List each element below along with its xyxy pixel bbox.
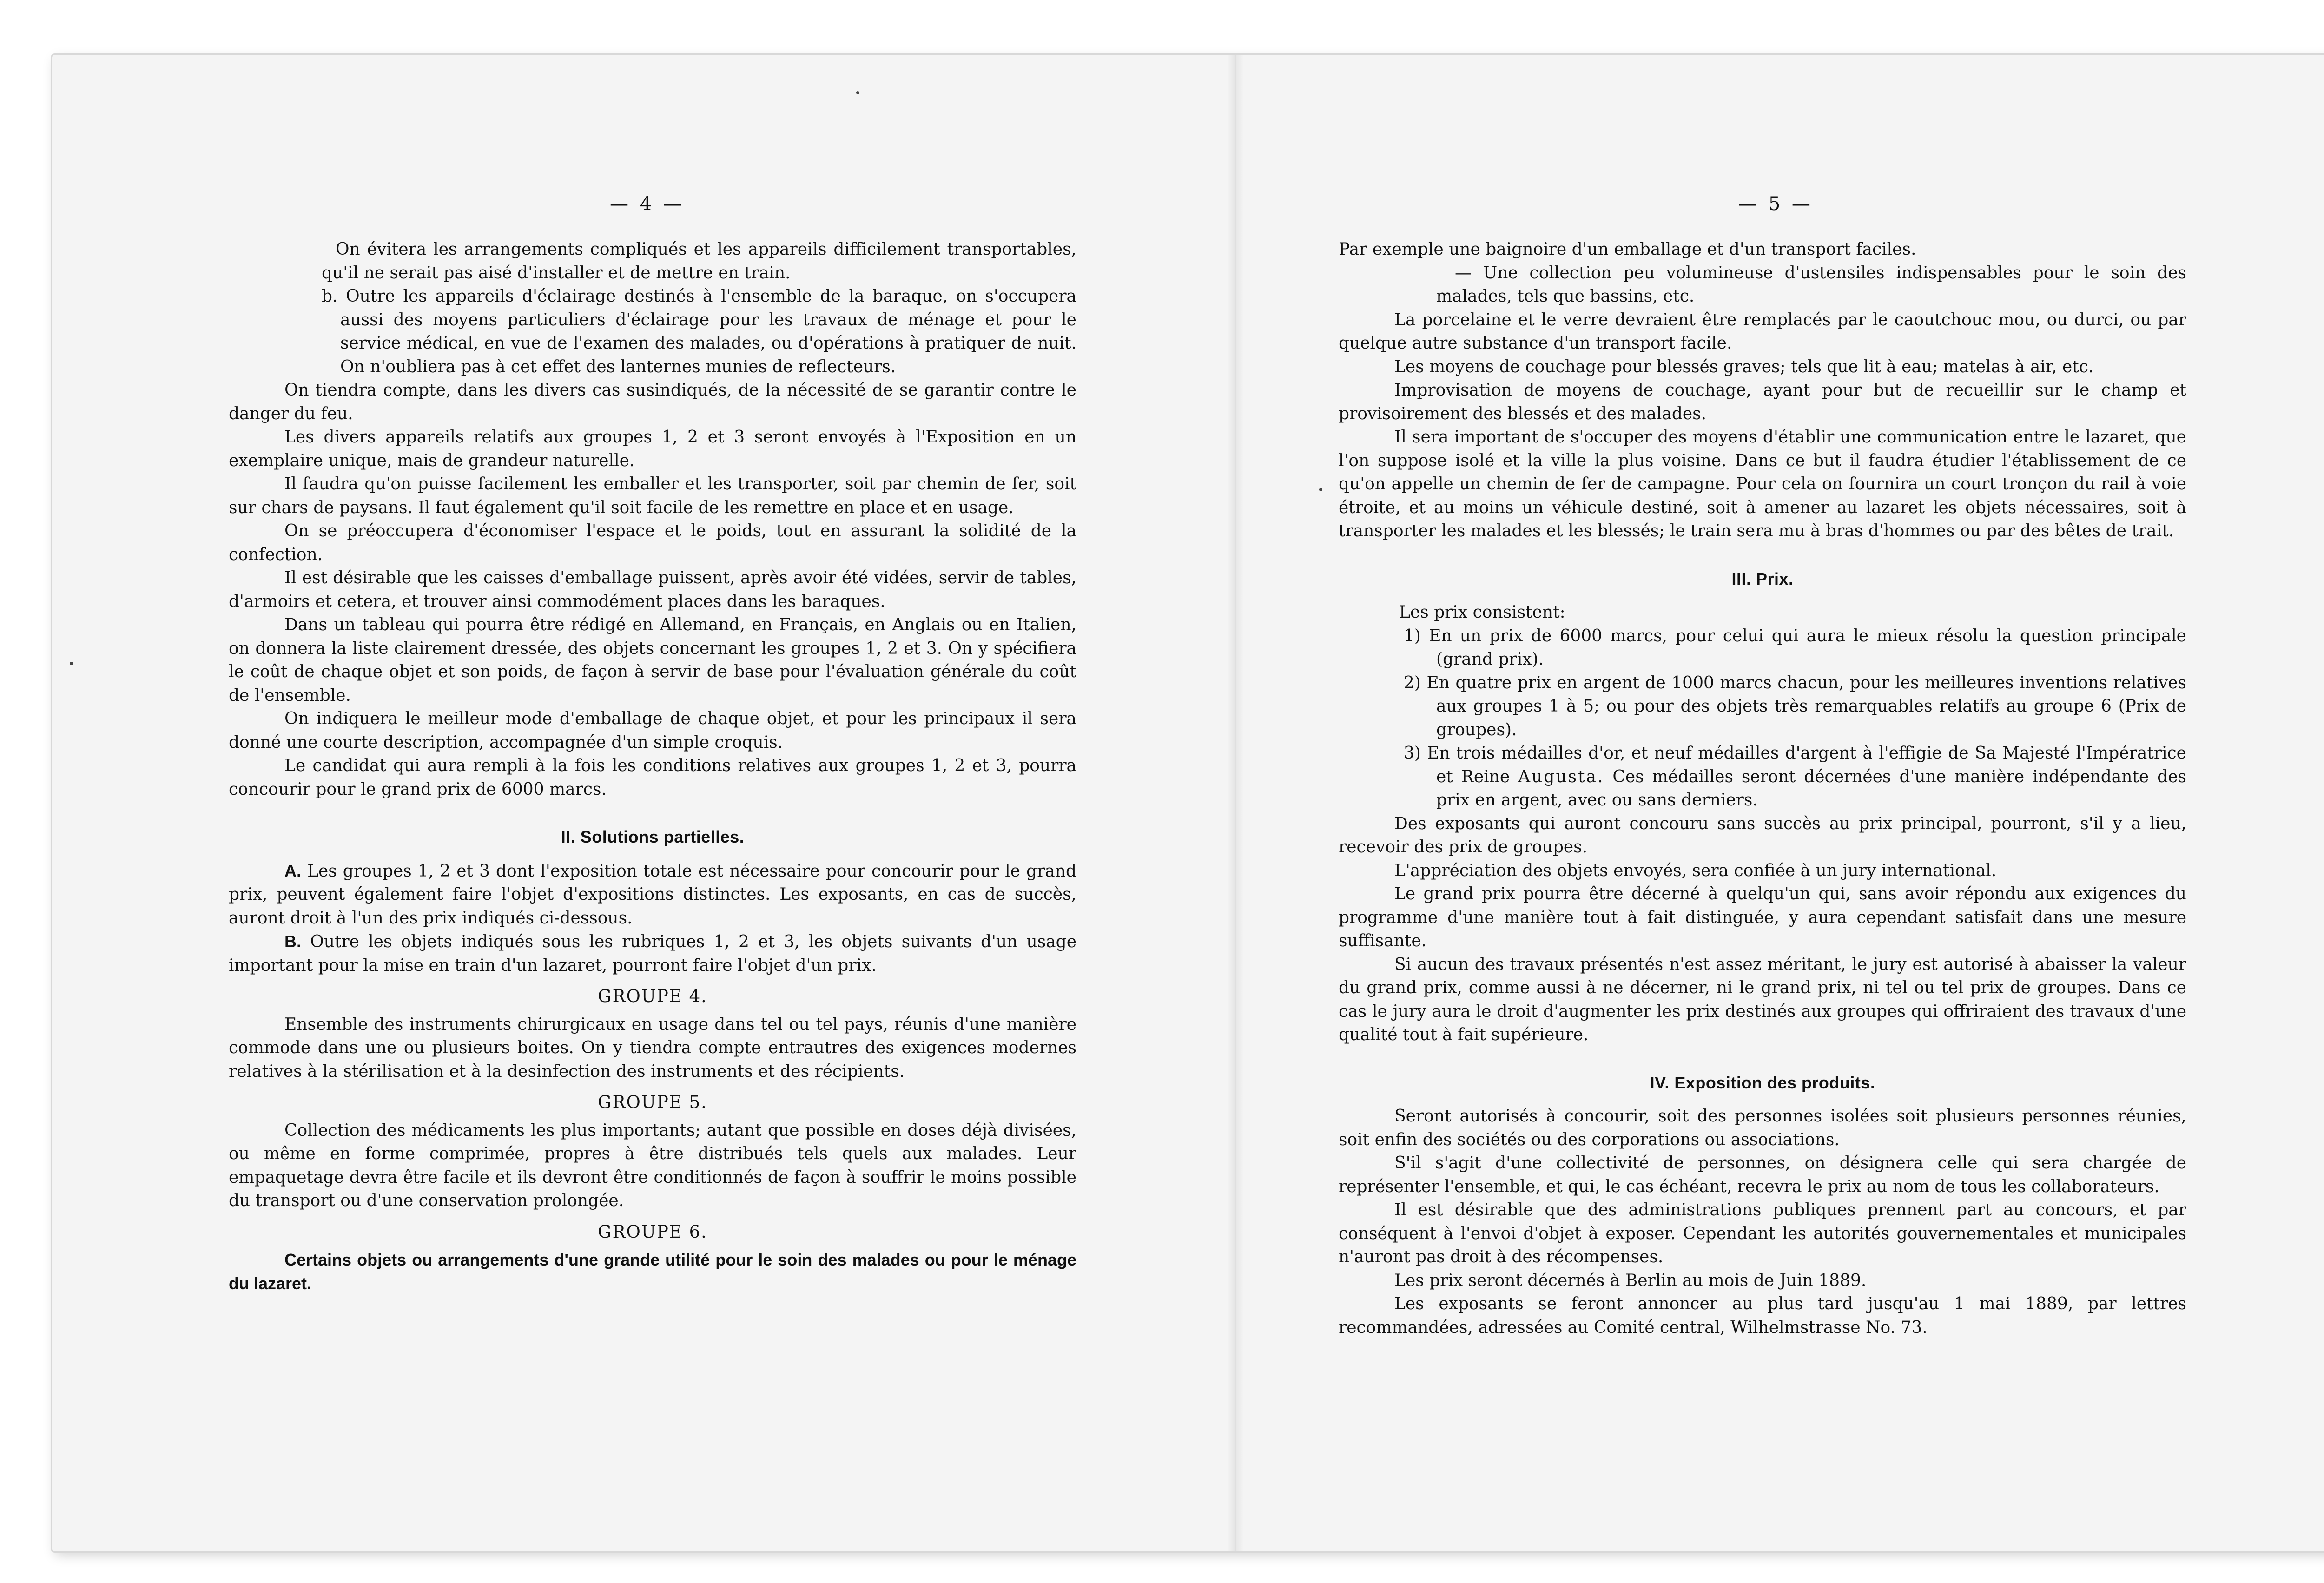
prix-item <box>1339 625 2186 672</box>
paragraph: Seront autorisés à concourir, soit des personnes isolées soit plusieurs personnes réunies, soit enfin des sociétés ou des corporations ou associations. <box>1339 1107 2186 1149</box>
paragraph: Improvisation de moyens de couchage, ayant pour but de recueillir sur le champ et provisoirement des blessés et des malades. <box>1339 381 2186 423</box>
prix-text: En quatre prix en argent de 1000 marcs chacun, pour les meilleures inventions relatives aux groupes 1 à 5; ou pour des objets très remarquables relatifs au groupe 6 (Prix de groupes). <box>1426 673 2186 739</box>
paragraph: Les prix consistent: <box>1399 603 1565 622</box>
prix-number: 3) <box>1404 744 1421 763</box>
right-page-text <box>1339 238 2186 1339</box>
paragraph: Le candidat qui aura rempli à la fois les conditions relatives aux groupes 1, 2 et 3, pourra concourir pour le grand prix de 6000 marcs. <box>229 756 1076 799</box>
paragraph: Le grand prix pourra être décerné à quelqu'un qui, sans avoir répondu aux exigences du programme d'une manière tout à fait distinguée, y aura cependant satisfait dans une mesure suffisante. <box>1339 884 2186 950</box>
paragraph: — Une collection peu volumineuse d'ustensiles indispensables pour le soin des malades, tels que bassins, etc. <box>1436 263 2186 306</box>
paragraph: Les moyens de couchage pour blessés graves; tels que lit à eau; matelas à air, etc. <box>1394 357 2094 376</box>
paragraph: On indiquera le meilleur mode d'emballage de chaque objet, et pour les principaux il sera donné une courte description, accompagnée d'un simple croquis. <box>229 709 1076 752</box>
paragraph: Les prix seront décernés à Berlin au mois de Juin 1889. <box>1394 1271 1867 1290</box>
section-item <box>229 859 1076 930</box>
prix-item <box>1339 742 2186 812</box>
group-text: Certains objets ou arrangements d'une grande utilité pour le soin des malades ou pour le ménage du lazaret. <box>229 1250 1076 1293</box>
paragraph: Il est désirable que les caisses d'emballage puissent, après avoir été vidées, servir de tables, d'armoirs et cetera, et trouver ainsi commodément places dans les baraques. <box>229 568 1076 611</box>
paragraph: On tiendra compte, dans les divers cas susindiqués, de la nécessité de se garantir contre le danger du feu. <box>229 381 1076 423</box>
group-title: GROUPE 4. <box>598 986 707 1006</box>
paragraph: Il faudra qu'on puisse facilement les emballer et les transporter, soit par chemin de fer, soit sur chars de paysans. Il faut également qu'il soit facile de les remettre en place et en usage. <box>229 475 1076 517</box>
left-page-text <box>229 238 1076 1295</box>
paragraph: Par exemple une baignoire d'un emballage et d'un transport faciles. <box>1339 240 1916 259</box>
scan-speck <box>70 662 73 665</box>
right-page-number: — 5 — <box>1738 193 1813 215</box>
paragraph: Des exposants qui auront concouru sans succès au prix principal, pourront, s'il y a lieu, recevoir des prix de groupes. <box>1339 814 2186 857</box>
paragraph: La porcelaine et le verre devraient être remplacés par le caoutchouc mou, ou durci, ou par quelque autre substance d'un transport facile. <box>1339 310 2186 353</box>
prix-name-augusta: Augusta. <box>1518 767 1604 786</box>
paragraph: Les exposants se feront annoncer au plus tard jusqu'au 1 mai 1889, par lettres recommandées, adressées au Comité central, Wilhelmstrasse No. 73. <box>1339 1294 2186 1337</box>
section-title-prix: III. Prix. <box>1731 569 1794 588</box>
scan-speck <box>856 91 859 94</box>
group-title: GROUPE 6. <box>598 1221 707 1242</box>
left-page-number: — 4 — <box>610 193 685 215</box>
section-item <box>229 930 1076 977</box>
group-text: Ensemble des instruments chirurgicaux en usage dans tel ou tel pays, réunis d'une manière commode dans une ou plusieurs boites. On y tiendra compte entrautres des exigences modernes relatives à la stérilisation et à la desinfection des instruments et des récipients. <box>229 1015 1076 1081</box>
item-label: A. <box>284 861 301 880</box>
prix-text: En un prix de 6000 marcs, pour celui qui aura le mieux résolu la question principale (grand prix). <box>1429 626 2186 669</box>
item-text: Les groupes 1, 2 et 3 dont l'exposition totale est nécessaire pour concourir pour le grand prix, peuvent également faire l'objet d'expositions distinctes. Les exposants, en cas de succès, auront droit à l'un des prix indiqués ci-dessous. <box>229 861 1076 928</box>
paragraph: Les divers appareils relatifs aux groupes 1, 2 et 3 seront envoyés à l'Exposition en un exemplaire unique, mais de grandeur naturelle. <box>229 428 1076 470</box>
paragraph: b. Outre les appareils d'éclairage destinés à l'ensemble de la baraque, on s'occupera aussi des moyens particuliers d'éclairage pour les travaux de ménage et pour le service médical, en vue de l'examen des malades, ou d'opérations à pratiquer de nuit. On n'oubliera pas à cet effet des lanternes munies de reflecteurs. <box>322 287 1076 376</box>
section-title-solutions: II. Solutions partielles. <box>561 827 745 846</box>
paragraph: On se préoccupera d'économiser l'espace et le poids, tout en assurant la solidité de la confection. <box>229 521 1076 564</box>
page-fold <box>1227 55 1244 1551</box>
item-text: Outre les objets indiqués sous les rubriques 1, 2 et 3, les objets suivants d'un usage important pour la mise en train d'un lazaret, pourront faire l'objet d'un prix. <box>229 932 1076 975</box>
section-title-exposition: IV. Exposition des produits. <box>1650 1073 1875 1092</box>
group-text: Collection des médicaments les plus importants; autant que possible en doses déjà divisées, ou même en forme comprimée, propres à être distribués tels quels aux malades. Leur empaquetage devra être facile et ils devront être conditionnés de façon à souffrir le moins possible du transport ou d'une conservation prolongée. <box>229 1121 1076 1210</box>
prix-text: En trois médailles d'or, et neuf médailles d'argent à l'effigie de Sa Majesté l'Impératrice et Reine <box>1427 744 2186 786</box>
paragraph: Il sera important de s'occuper des moyens d'établir une communication entre le lazaret, que l'on suppose isolé et la ville la plus voisine. Dans ce but il faudra étudier l'établissement de ce qu'on appelle un chemin de fer de campagne. Pour cela on fournira un court tronçon du rail à voie étroite, et au moins un véhicule destiné, soit à amener au lazaret les objets nécessaires, soit à transporter les malades et les blessés; le train sera mu à bras d'hommes ou par des bêtes de trait. <box>1339 428 2186 541</box>
paragraph: Dans un tableau qui pourra être rédigé en Allemand, en Français, en Anglais ou en Italien, on donnera la liste clairement dressée, des objets concernant les groupes 1, 2 et 3. On y spécifiera le coût de chaque objet et son poids, de façon à servir de base pour l'évaluation générale du coût de l'ensemble. <box>229 615 1076 705</box>
paragraph: L'appréciation des objets envoyés, sera confiée à un jury international. <box>1394 861 1997 880</box>
scan-speck <box>1319 488 1322 491</box>
prix-text: Ces médailles seront décernées d'une manière indépendante des prix en argent, avec ou sans derniers. <box>1436 767 2186 810</box>
group-title: GROUPE 5. <box>598 1092 707 1112</box>
prix-number: 1) <box>1404 626 1421 646</box>
prix-number: 2) <box>1404 673 1421 693</box>
paragraph: Si aucun des travaux présentés n'est assez méritant, le jury est autorisé à abaisser la valeur du grand prix, comme aussi à ne décerner, ni le grand prix, ni tel ou tel prix de groupes. Dans ce cas le jury aura le droit d'augmenter les prix destinés aux groupes qui offriraient des travaux d'une qualité tout à fait supérieure. <box>1339 955 2186 1044</box>
paragraph: S'il s'agit d'une collectivité de personnes, on désignera celle qui sera chargée de représenter l'ensemble, et qui, le cas échéant, recevra le prix au nom de tous les collaborateurs. <box>1339 1154 2186 1196</box>
paragraph: On évitera les arrangements compliqués et les appareils difficilement transportables, qu'il ne serait pas aisé d'installer et de mettre en train. <box>322 240 1076 283</box>
item-label: B. <box>284 932 301 951</box>
paragraph: Il est désirable que des administrations publiques prennent part au concours, et par conséquent à l'envoi d'objet à exposer. Cependant les autorités gouvernementales et municipales n'auront pas droit à des récompenses. <box>1339 1200 2186 1266</box>
prix-item <box>1339 672 2186 742</box>
